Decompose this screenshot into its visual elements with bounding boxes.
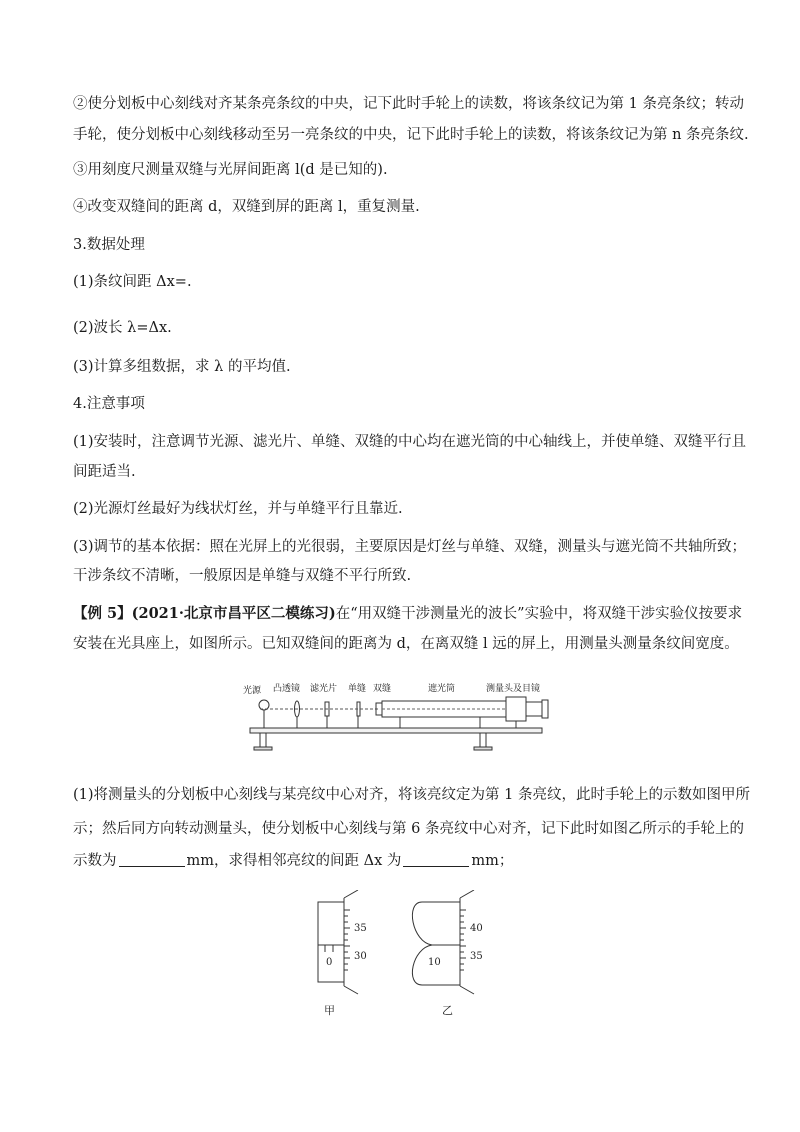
- notes-item3-line2: 干涉条纹不清晰，一般原因是单缝与双缝不平行所致.: [73, 568, 412, 584]
- measuring-head: [506, 697, 548, 728]
- yi-upper-value: 40: [470, 923, 483, 934]
- thimble-scale-yi: [460, 910, 466, 970]
- label-head: 测量头及目镜: [486, 684, 541, 694]
- light-source: [259, 700, 269, 728]
- yi-lower-value: 35: [470, 951, 483, 962]
- label-source: 光源: [243, 686, 262, 696]
- single-slit: [357, 702, 360, 728]
- apparatus-labels: [243, 682, 540, 696]
- apparatus-diagram: [240, 676, 560, 754]
- label-tube: 遮光筒: [428, 684, 456, 694]
- micrometer-yi: [412, 890, 474, 994]
- filter: [325, 702, 329, 728]
- jia-main-scale-value: 0: [326, 957, 333, 968]
- notes-item1-line1: (1)安装时，注意调节光源、滤光片、单缝、双缝的中心均在遮光筒的中心轴线上，并使单缝、双缝平行且: [73, 434, 747, 450]
- data-processing-heading: 3.数据处理: [73, 237, 145, 253]
- example-text-line1: 在“用双缝干涉测量光的波长”实验中，将双缝干涉实验仪按要求: [335, 606, 743, 622]
- question1-line3-a: 示数为: [73, 853, 117, 869]
- example-tag: 【例 5】(2021·北京市昌平区二模练习): [73, 605, 336, 622]
- question1-line2: 示；然后同方向转动测量头，使分划板中心刻线与第 6 条亮纹中心对齐，记下此时如图乙所示的手轮上的: [73, 821, 744, 837]
- notes-heading: 4.注意事项: [73, 396, 145, 412]
- question1-line1: (1)将测量头的分划板中心刻线与某亮纹中心对齐，将该亮纹定为第 1 条亮纹，此时手轮上的示数如图甲所: [73, 787, 750, 803]
- question1-line3: [73, 851, 513, 871]
- data-processing-item1: (1)条纹间距 Δx=.: [73, 274, 192, 290]
- label-single-slit: 单缝: [348, 684, 367, 694]
- convex-lens: [295, 701, 300, 728]
- yi-caption: 乙: [442, 1004, 453, 1017]
- micrometer-yi-labels: [428, 923, 483, 1017]
- micrometer-jia: [318, 890, 358, 994]
- step4: ④改变双缝间的距离 d，双缝到屏的距离 l，重复测量.: [73, 199, 420, 215]
- answer-blank-reading[interactable]: [119, 852, 185, 867]
- question1-line3-c: mm；: [471, 853, 514, 869]
- jia-lower-value: 30: [354, 951, 367, 962]
- example-line1: [73, 604, 742, 624]
- jia-caption: 甲: [324, 1004, 335, 1017]
- label-double-slit: 双缝: [373, 684, 392, 694]
- notes-item2: (2)光源灯丝最好为线状灯丝，并与单缝平行且靠近.: [73, 501, 403, 517]
- jia-upper-value: 35: [354, 923, 367, 934]
- answer-blank-spacing[interactable]: [403, 852, 469, 867]
- notes-item1-line2: 间距适当.: [73, 464, 136, 480]
- optical-bench: [250, 728, 542, 750]
- step2-line2: 手轮，使分划板中心刻线移动至另一亮条纹的中央，记下此时手轮上的读数，将该条纹记为第 n 条亮条纹.: [73, 127, 749, 143]
- step3: ③用刻度尺测量双缝与光屏间距离 l(d 是已知的).: [73, 162, 388, 178]
- light-shield-tube: [376, 701, 506, 728]
- yi-main-scale-value: 10: [428, 957, 441, 968]
- label-lens: 凸透镜: [273, 684, 301, 694]
- data-processing-item2: (2)波长 λ=Δx.: [73, 320, 172, 336]
- notes-item3-line1: (3)调节的基本依据：照在光屏上的光很弱，主要原因是灯丝与单缝、双缝，测量头与遮光筒不共轴所致；: [73, 539, 747, 555]
- data-processing-item3: (3)计算多组数据，求 λ 的平均值.: [73, 359, 291, 375]
- question1-line3-b: mm，求得相邻亮纹的间距 Δx 为: [186, 853, 402, 869]
- label-filter: 滤光片: [310, 684, 338, 694]
- step2-line1: ②使分划板中心刻线对齐某条亮条纹的中央，记下此时手轮上的读数，将该条纹记为第 1 条亮条纹；转动: [73, 96, 744, 112]
- micrometer-figures: [300, 890, 500, 1025]
- example-text-line2: 安装在光具座上，如图所示。已知双缝间的距离为 d，在离双缝 l 远的屏上，用测量头测量条纹间宽度。: [73, 636, 739, 652]
- thimble-scale-jia: [344, 910, 350, 970]
